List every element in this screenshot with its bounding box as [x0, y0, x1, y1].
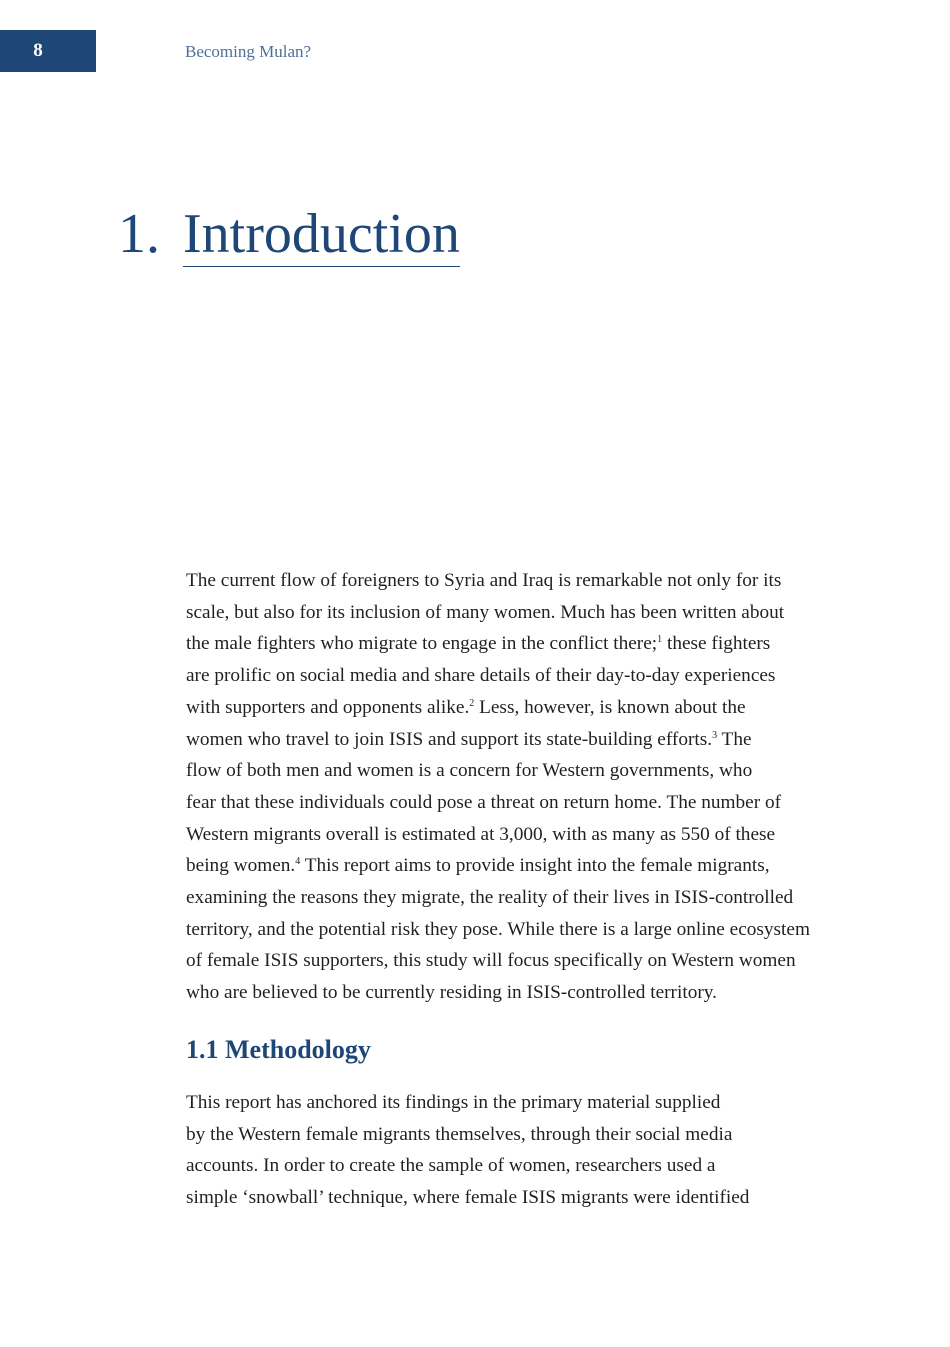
text-line	[186, 724, 826, 756]
chapter-heading	[118, 203, 460, 267]
text-segment: the male fighters who migrate to engage in the conflict there;	[186, 633, 658, 655]
text-segment: women who travel to join ISIS and support its state-building efforts.	[186, 728, 713, 750]
text-segment: being women.	[186, 855, 296, 877]
text-line: The current flow of foreigners to Syria and Iraq is remarkable not only for its	[186, 570, 782, 591]
text-line: simple ‘snowball’ technique, where female ISIS migrants were identified	[186, 1187, 750, 1209]
text-segment: Less, however, is known about the	[474, 696, 746, 718]
text-line	[186, 692, 826, 724]
methodology-heading: 1.1 Methodology	[186, 1035, 371, 1064]
running-title: Becoming Mulan?	[185, 42, 312, 61]
text-line: This report has anchored its findings in the primary material supplied	[186, 1092, 721, 1113]
text-line: scale, but also for its inclusion of many women. Much has been written about	[186, 601, 785, 623]
text-segment: these fighters	[662, 633, 771, 655]
footnote-ref-4[interactable]: 4	[295, 856, 301, 868]
text-line: territory, and the potential risk they pose. While there is a large online ecosystem	[186, 918, 810, 940]
methodology-paragraph	[186, 1087, 826, 1214]
text-line: examining the reasons they migrate, the reality of their lives in ISIS-controlled	[186, 887, 794, 909]
text-line	[186, 850, 826, 882]
text-line: who are believed to be currently residing in ISIS-controlled territory.	[186, 982, 717, 1004]
text-line: of female ISIS supporters, this study will focus specifically on Western women	[186, 950, 796, 972]
text-line: Western migrants overall is estimated at 3,000, with as many as 550 of these	[186, 823, 776, 845]
chapter-title: Introduction	[183, 203, 460, 265]
text-line: accounts. In order to create the sample of women, researchers used a	[186, 1155, 716, 1177]
page-number: 8	[0, 30, 96, 72]
intro-paragraph	[186, 565, 826, 1009]
text-line: are prolific on social media and share details of their day-to-day experiences	[186, 665, 776, 687]
text-line: fear that these individuals could pose a threat on return home. The number of	[186, 791, 782, 813]
footnote-ref-2[interactable]: 2	[469, 697, 475, 709]
text-segment: The	[717, 728, 752, 750]
footnote-ref-3[interactable]: 3	[712, 729, 718, 741]
text-line: flow of both men and women is a concern for Western governments, who	[186, 760, 753, 782]
text-line: by the Western female migrants themselves, through their social media	[186, 1123, 733, 1145]
text-segment: This report aims to provide insight into the female migrants,	[300, 855, 770, 877]
footnote-ref-1[interactable]: 1	[657, 634, 663, 646]
chapter-number: 1.	[118, 203, 160, 265]
text-segment: with supporters and opponents alike.	[186, 696, 470, 718]
text-line	[186, 628, 826, 660]
